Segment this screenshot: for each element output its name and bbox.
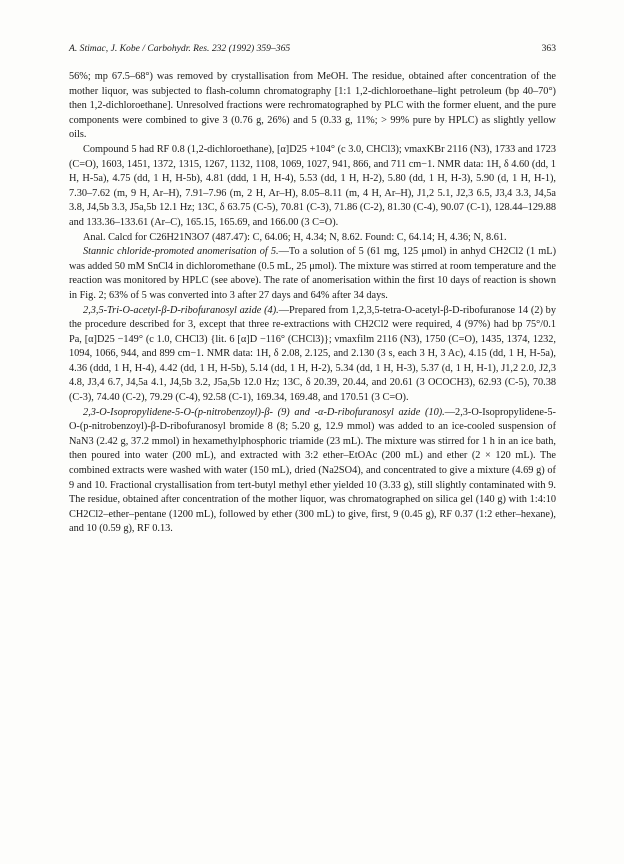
paragraph-compound-5-data [69, 143, 556, 231]
paragraph-crystallisation [69, 70, 556, 143]
section-heading: 2,3,5-Tri-O-acetyl-β-D-ribofuranosyl azide (4). [83, 304, 279, 316]
paragraph-text: 56%; mp 67.5–68°) was removed by crystallisation from MeOH. The residue, obtained after concentration of the mother liquor, was subjected to flash-column chromatography [1:1 1,2-dichloroethane–light petroleum (bp 40–70°) then 1,2-dichloroethane]. Unresolved fractions were rechromatographed by PLC with the former eluent, and the pure components were combined to give 3 (0.76 g, 26%) and 5 (0.33 g, 11%; > 99% pure by HPLC) as slightly yellow oils. [69, 71, 556, 141]
body-text [69, 70, 556, 537]
running-head-citation: A. Stimac, J. Kobe / Carbohydr. Res. 232 (1992) 359–365 [69, 43, 291, 54]
paragraph-compound-4 [69, 304, 556, 406]
running-head [69, 42, 556, 56]
paragraph-text: —To a solution of 5 (61 mg, 125 μmol) in anhyd CH2Cl2 (1 mL) was added 50 mM SnCl4 in dichloromethane (0.5 mL, 25 μmol). The mixture was stirred at room temperature and the reaction was monitored by HPLC (see above). The rate of anomerisation within the first 10 days of reaction is shown in Fig. 2; 63% of 5 was converted into 3 after 27 days and 64% after 34 days. [69, 246, 556, 301]
section-heading: 2,3-O-Isopropylidene-5-O-(p-nitrobenzoyl)-β- (9) and -α-D-ribofuranosyl azide (10). [83, 406, 445, 418]
paragraph-text: —2,3-O-Isopropylidene-5-O-(p-nitrobenzoyl)-β-D-ribofuranosyl bromide 8 (8; 5.20 g, 12.9 mmol) was added to an ice-cooled suspension of NaN3 (2.42 g, 37.2 mmol) in hexamethylphosphoric triamide (23 mL). The mixture was stirred for 1 h in an ice bath, then poured into water (200 mL), and extracted with 3:2 ether–EtOAc (200 mL) and ether (2 × 120 mL). The combined extracts were washed with water (150 mL), dried (Na2SO4), and concentrated to give a mixture (4.69 g) of 9 and 10. Fractional crystallisation from tert-butyl methyl ether yielded 10 (3.33 g), still slightly contaminated with 9. The residue, obtained after concentration of the mother liquor, was chromatographed on silica gel (140 g) with 1:4:10 CH2Cl2–ether–pentane (1200 mL), followed by ether (300 mL) to give, first, 9 (0.45 g), RF 0.37 (1:2 ether–hexane), and 10 (0.59 g), RF 0.13. [69, 406, 556, 535]
paragraph-anomerisation [69, 245, 556, 303]
paragraph-text: —Prepared from 1,2,3,5-tetra-O-acetyl-β-D-ribofuranose 14 (2) by the procedure described for 3, except that three re-extractions with CH2Cl2 were required, 4 (97%) had bp 75°/0.1 Pa, [α]D25 −149° (c 1.0, CHCl3) {lit. 6 [α]D −116° (CHCl3)}; νmaxfilm 2116 (N3), 1750 (C=O), 1435, 1374, 1232, 1094, 1066, 944, and 899 cm−1. NMR data: 1H, δ 2.08, 2.125, and 2.130 (3 s, each 3 H, 3 Ac), 4.15 (dd, 1 H, H-5a), 4.36 (ddd, 1 H, H-4), 4.42 (dd, 1 H, H-5b), 5.14 (dd, 1 H, H-2), 5.34 (dd, 1 H, H-3), 5.37 (d, 1 H, H-1), J1,2 2.0, J2,3 4.8, J3,4 6.7, J4,5a 4.1, J4,5b 3.2, J5a,5b 12.0 Hz; 13C, δ 20.39, 20.44, and 20.61 (3 OCOCH3), 62.93 (C-5), 70.38 (C-3), 74.40 (C-2), 79.29 (C-4), 92.58 (C-1), 169.34, 169.48, and 170.51 (3 C=O). [69, 304, 556, 404]
paragraph-text: Compound 5 had RF 0.8 (1,2-dichloroethane), [α]D25 +104° (c 3.0, CHCl3); νmaxKBr 2116 (N3), 1733 and 1723 (C=O), 1603, 1451, 1372, 1315, 1267, 1132, 1108, 1069, 1027, 941, 866, and 711 cm−1. NMR data: 1H, δ 4.60 (dd, 1 H, H-5a), 4.75 (dd, 1 H, H-5b), 4.81 (ddd, 1 H, H-4), 5.53 (dd, 1 H, H-2), 5.80 (dd, 1 H, H-3), 5.90 (d, 1 H, H-1), 7.30–7.62 (m, 9 H, Ar–H), 7.91–7.96 (m, 2 H, Ar–H), 8.05–8.11 (m, 4 H, Ar–H), J1,2 5.1, J2,3 6.5, J3,4 3.3, J4,5a 3.8, J4,5b 3.3, J5a,5b 12.1 Hz; 13C, δ 63.75 (C-5), 70.81 (C-3), 71.86 (C-2), 81.30 (C-4), 90.07 (C-1), 128.44–129.88 and 133.36–133.61 (Ar–C), 165.15, 165.69, and 166.00 (3 C=O). [69, 143, 556, 228]
paragraph-text: Anal. Calcd for C26H21N3O7 (487.47): C, 64.06; H, 4.34; N, 8.62. Found: C, 64.14; H, 4.36; N, 8.61. [83, 231, 507, 243]
paragraph-compounds-9-10 [69, 406, 556, 537]
paragraph-analysis [69, 231, 556, 246]
section-heading: Stannic chloride-promoted anomerisation of 5. [83, 246, 279, 258]
page-number: 363 [541, 43, 556, 54]
